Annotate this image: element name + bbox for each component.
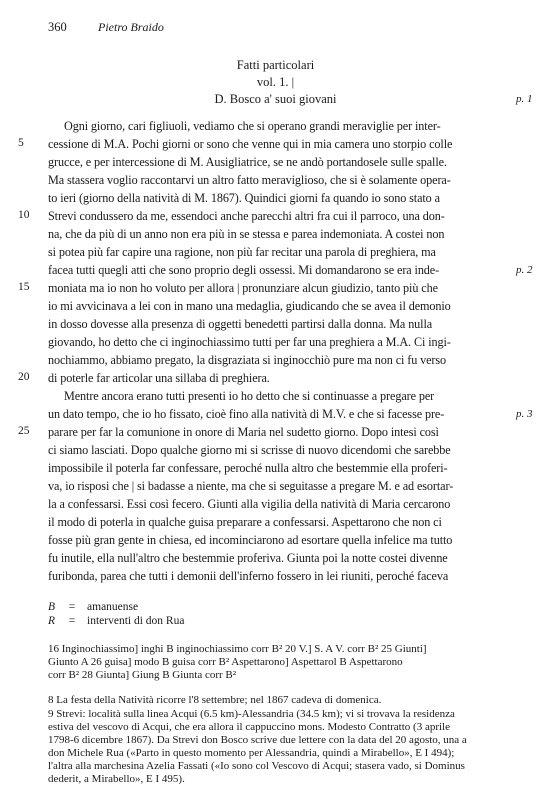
line-number: 20 [18, 371, 30, 383]
body-line: si potea più far capire una ragione, non più far recitar una parola di preghiera, ma [48, 245, 436, 259]
footnote-line: l'altra alla marchesina Azelia Fassati («Io sono col Vescovo di Acqui; stasera vado, si Dominus [48, 760, 465, 772]
body-line: Ogni giorno, cari figliuoli, vediamo che si operano grandi meraviglie per inter- [64, 119, 441, 133]
body-line: cessione di M.A. Pochi giorni or sono che venne qui in mia camera uno storpio colle [48, 137, 453, 151]
sigla-entry [48, 615, 184, 627]
body-line: Strevi condussero da me, essendoci anche parecchi altri fra cui il parroco, una don- [48, 209, 445, 223]
document-title: Fatti particolari [236, 58, 315, 72]
body-line: il modo di poterla in qualche guisa preparare a confessarsi. Aspettarono che non ci [48, 515, 442, 529]
body-line: la a confessarsi. Essi così fecero. Giunti alla vigilia della natività di Maria cercarono [48, 497, 451, 511]
sigla-eq: = [68, 615, 76, 627]
sigla-meaning: amanuense [87, 601, 139, 613]
margin-ref: p. 1 [516, 93, 533, 105]
body-line: fosse più gran gente in chiesa, ed incominciarono ad esortare quella infelice ma tutto [48, 533, 453, 547]
footnote-line: dederit, a Mirabello», E I 495). [48, 773, 185, 785]
line-number: 25 [18, 425, 30, 437]
footnote-line: estiva del vescovo di Acqui, che era allora il cappuccino mons. Modesto Contratto (3 aprile [48, 721, 450, 733]
body-line: Ma stassera voglio raccontarvi un altro fatto meraviglioso, che si è solamente opera- [48, 173, 451, 187]
body-line: to ieri (giorno della natività di M. 1867). Quindici giorni fa quando io sono stato a [48, 191, 440, 205]
sigla-meaning: interventi di don Rua [87, 615, 185, 627]
body-line: giovando, ho detto che ci inginochiassimo tutti per far una preghiera a M.A. Ci ingi- [48, 335, 451, 349]
body-line: facea tutti quegli atti che sono proprio degli ossessi. Mi domandarono se era inde- [48, 263, 440, 277]
sigla-letter: B [48, 601, 56, 613]
sigla-eq: = [68, 601, 76, 613]
body-line: in dosso dovesse alla presenza di oggetti benedetti partirsi dalla donna. Ma nulla [48, 317, 433, 331]
footnote-line: 8 La festa della Natività ricorre l'8 settembre; nel 1867 cadeva di domenica. [48, 694, 382, 706]
body-line: nochiammo, abbiamo pregato, la disgraziata si inginocchiò pure ma non ci fu verso [48, 353, 447, 367]
apparatus-line: corr B² 28 Giunta] Giung B Giunta corr B² [48, 669, 237, 681]
apparatus-line: Giunto A 26 guisa] modo B guisa corr B² Aspettarono] Aspettarol B Aspettarono [48, 656, 403, 668]
body-line: grucce, e per intercessione di M. Ausigliatrice, se ne andò portandosele sulle spalle. [48, 155, 447, 169]
body-line: impossibile il poterla far confessare, peroché nulla altro che bestemmie ella proferi- [48, 461, 448, 475]
apparatus-line: 16 Inginochiassimo] inghi B inginochiassimo corr B² 20 V.] S. A V. corr B² 25 Giunti] [48, 643, 427, 655]
footnote-line: 9 Strevi: località sulla linea Acqui (6.5 km)-Alessandria (34.5 km); vi si trovava la residenza [48, 708, 455, 720]
document-subtitle: D. Bosco a' suoi giovani [214, 92, 337, 106]
line-number: 5 [18, 137, 24, 149]
margin-ref: p. 2 [516, 264, 533, 276]
body-line: va, io risposi che | si badasse a niente, ma che si seguitasse a pregare M. e ad esortar- [48, 479, 454, 493]
page-number: 360 [48, 20, 67, 34]
line-number: 10 [18, 209, 30, 221]
footnote-line: don Michele Rua («Parto in questo momento per Alessandria, quindi a Mirabello», E I 494); [48, 747, 455, 759]
sigla-letter: R [48, 615, 56, 627]
footnote-line: 1798-6 dicembre 1867). Da Strevi don Bosco scrive due lettere con la data del 20 agosto, una a [48, 734, 467, 746]
body-line: na, che da più di un anno non era più in se stessa e parea indemoniata. A costei non [48, 227, 445, 241]
document-volume: vol. 1. | [256, 75, 295, 89]
body-line: furibonda, parea che tutti i demonii dell'inferno fossero in lei riuniti, peroché faceva [48, 569, 449, 583]
body-line: fu inutile, ella null'altro che bestemmie proferiva. Giunta poi la notte costei divenne [48, 551, 448, 565]
body-line: ci siamo lasciati. Dopo qualche giorno mi si scrisse di nuovo dicendomi che sarebbe [48, 443, 451, 457]
body-line: moniata ma io non ho voluto per allora | pronunziare alcun giudizio, tanto più che [48, 281, 438, 295]
body-line: parare per far la comunione in onore di Maria nel sudetto giorno. Dopo intesi così [48, 425, 439, 439]
margin-ref: p. 3 [516, 408, 533, 420]
body-line: io mi avvicinava a lei con in mano una medaglia, giudicando che se avea il demonio [48, 299, 451, 313]
running-header-author: Pietro Braido [98, 20, 164, 34]
line-number: 15 [18, 281, 30, 293]
body-line: Mentre ancora erano tutti presenti io ho detto che si continuasse a pregare per [64, 389, 435, 403]
body-line: di poterle far articolar una sillaba di preghiera. [48, 371, 270, 385]
body-line: un dato tempo, che io ho fissato, cioè fino alla natività di M.V. e che si facesse pre- [48, 407, 445, 421]
sigla-entry [48, 601, 138, 613]
